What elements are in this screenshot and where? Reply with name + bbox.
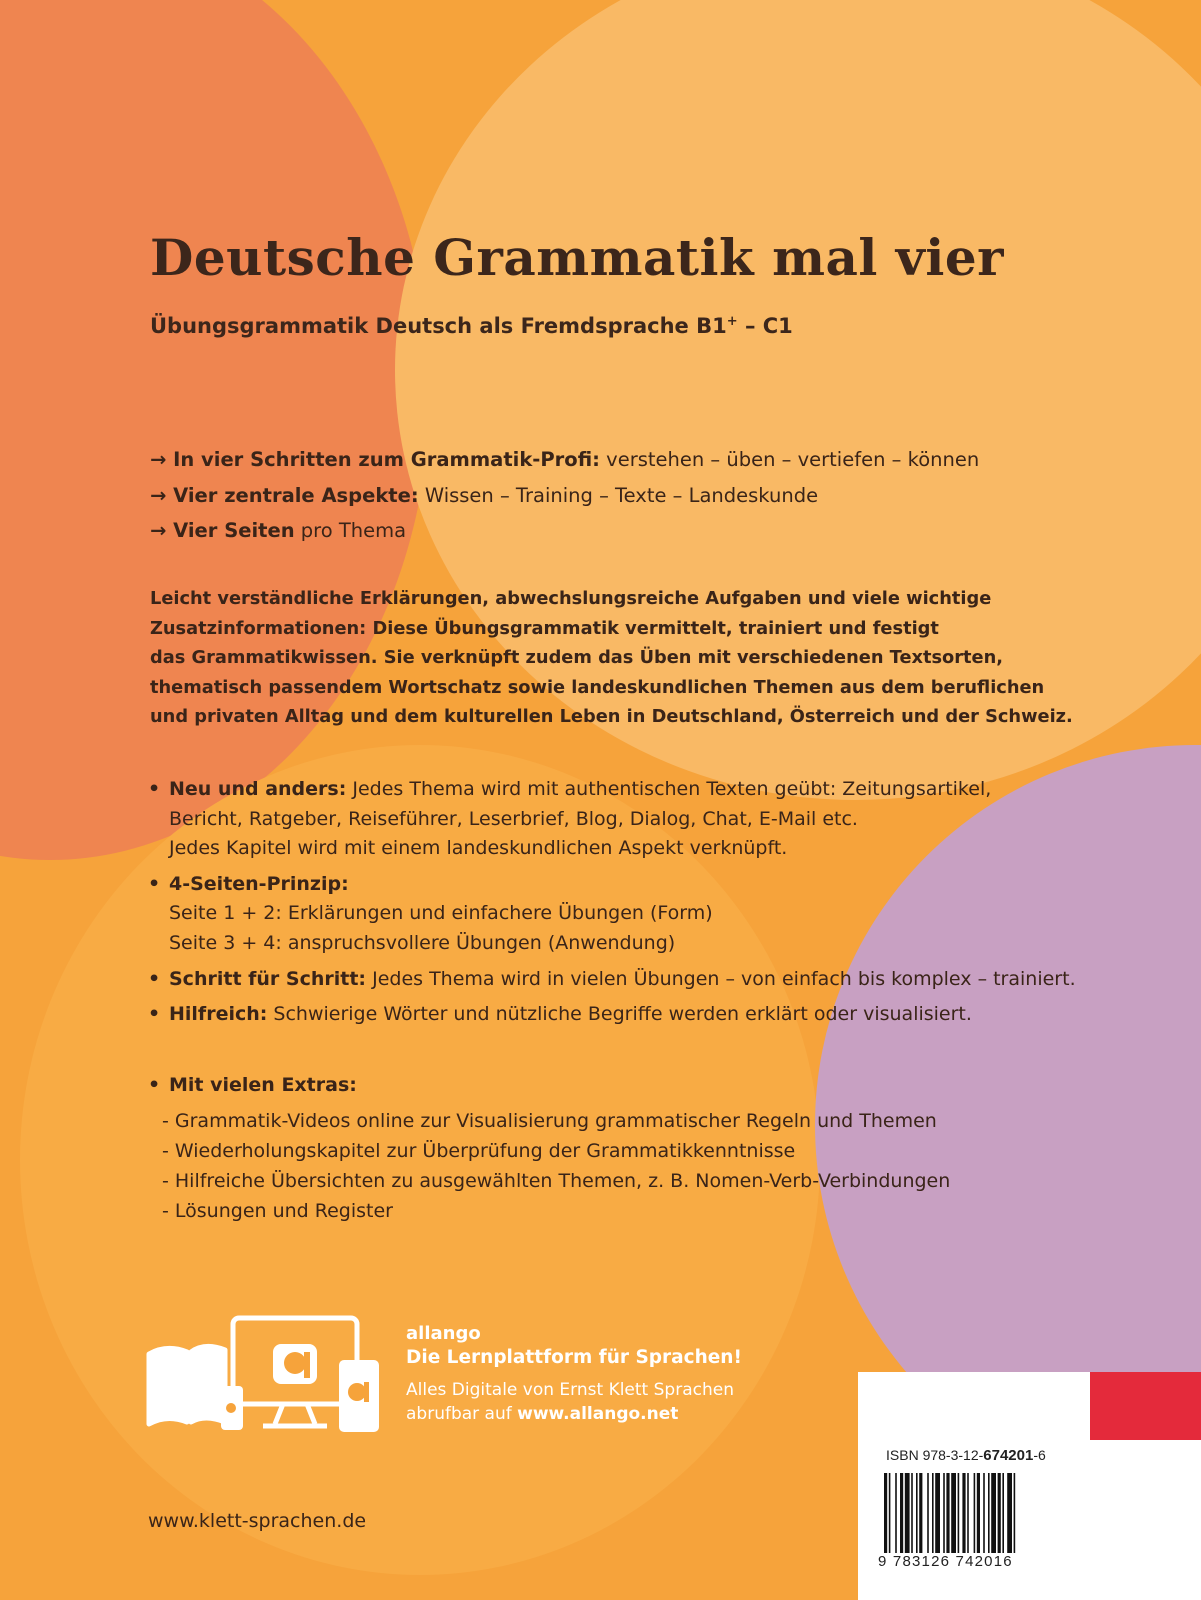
intro-line: thematisch passendem Wortschatz sowie landeskundlichen Themen aus dem beruflichen bbox=[150, 676, 1045, 698]
intro-line: Leicht verständliche Erklärungen, abwechslungsreiche Aufgaben und viele wichtige bbox=[150, 588, 992, 609]
subtitle-level: – C1 bbox=[737, 314, 793, 338]
feature-text: Seite 3 + 4: anspruchsvollere Übungen (Anwendung) bbox=[169, 931, 676, 954]
feature-text: Seite 1 + 2: Erklärungen und einfachere Übungen (Form) bbox=[169, 902, 713, 925]
feature-heading: Schritt für Schritt: bbox=[169, 967, 367, 990]
allango-description: Alles Digitale von Ernst Klett Sprachen bbox=[406, 1380, 734, 1400]
step-text: pro Thema bbox=[294, 519, 407, 542]
feature-text: Jedes Kapitel wird mit einem landeskundlichen Aspekt verknüpft. bbox=[169, 837, 788, 860]
extras-item: - Grammatik-Videos online zur Visualisierung grammatischer Regeln und Themen bbox=[162, 1110, 937, 1132]
allango-link[interactable]: www.allango.net bbox=[517, 1404, 679, 1424]
subtitle-text: Übungsgrammatik Deutsch als Fremdsprache B1 bbox=[150, 314, 727, 338]
feature-item bbox=[148, 1000, 1076, 1030]
book-subtitle bbox=[150, 314, 793, 338]
extras-list bbox=[148, 1070, 950, 1226]
feature-item bbox=[148, 870, 1076, 959]
barcode-number: 9 783126 742016 bbox=[878, 1553, 1078, 1570]
feature-item bbox=[148, 965, 1076, 995]
features-list bbox=[148, 775, 1076, 1036]
step-heading: → In vier Schritten zum Grammatik-Profi: bbox=[150, 448, 600, 471]
extras-item: - Hilfreiche Übersichten zu ausgewählten Themen, z. B. Nomen-Verb-Verbindungen bbox=[162, 1170, 951, 1192]
bullet-icon: • bbox=[148, 1074, 161, 1096]
extras-item: - Lösungen und Register bbox=[162, 1200, 393, 1222]
publisher-website-link[interactable]: www.klett-sprachen.de bbox=[148, 1510, 367, 1532]
bullet-icon: • bbox=[148, 872, 161, 895]
isbn-suffix: -6 bbox=[1033, 1447, 1046, 1463]
red-color-strip bbox=[1090, 1372, 1201, 1440]
extras-heading-row bbox=[148, 1070, 950, 1100]
feature-item bbox=[148, 775, 1076, 864]
bullet-icon: • bbox=[148, 1003, 161, 1026]
bullet-icon: • bbox=[148, 778, 161, 800]
step-text: Wissen – Training – Texte – Landeskunde bbox=[418, 483, 819, 507]
steps-list bbox=[150, 442, 979, 549]
barcode-icon bbox=[882, 1473, 1072, 1553]
extras-heading: Mit vielen Extras: bbox=[169, 1074, 357, 1096]
step-heading: → Vier Seiten bbox=[150, 519, 295, 542]
intro-line: das Grammatikwissen. Sie verknüpft zudem das Üben mit verschiedenen Textsorten, bbox=[150, 647, 1004, 669]
step-item bbox=[150, 513, 979, 549]
allango-tagline: Die Lernplattform für Sprachen! bbox=[406, 1347, 742, 1368]
step-text: verstehen – üben – vertiefen – können bbox=[599, 448, 980, 471]
allango-promo bbox=[406, 1322, 742, 1426]
feature-heading: Hilfreich: bbox=[169, 1003, 268, 1026]
isbn-label bbox=[886, 1447, 1046, 1464]
feature-heading: Neu und anders: bbox=[169, 778, 347, 800]
bullet-icon: • bbox=[148, 967, 161, 990]
allango-url-prefix: abrufbar auf bbox=[406, 1404, 518, 1424]
feature-heading: 4-Seiten-Prinzip: bbox=[169, 872, 349, 895]
feature-text: Jedes Thema wird in vielen Übungen – von einfach bis komplex – trainiert. bbox=[366, 967, 1076, 990]
feature-text: Bericht, Ratgeber, Reiseführer, Leserbrief, Blog, Dialog, Chat, E-Mail etc. bbox=[169, 807, 858, 830]
book-title: Deutsche Grammatik mal vier bbox=[150, 228, 1004, 287]
intro-line: und privaten Alltag und dem kulturellen Leben in Deutschland, Österreich und der Schweiz. bbox=[150, 706, 1073, 728]
step-item bbox=[150, 478, 979, 514]
intro-paragraph bbox=[150, 584, 1073, 732]
subtitle-superscript: + bbox=[726, 314, 738, 329]
extras-item: - Wiederholungskapitel zur Überprüfung der Grammatikkenntnisse bbox=[162, 1140, 796, 1162]
isbn-prefix: ISBN 978-3-12- bbox=[886, 1447, 984, 1463]
step-item bbox=[150, 442, 979, 478]
step-heading: → Vier zentrale Aspekte: bbox=[150, 483, 419, 507]
allango-url-line bbox=[406, 1402, 742, 1426]
feature-text: Jedes Thema wird mit authentischen Texten geübt: Zeitungsartikel, bbox=[346, 778, 992, 800]
intro-line: Zusatzinformationen: Diese Übungsgrammatik vermittelt, trainiert und festigt bbox=[150, 617, 939, 639]
book-screen-tablet-phone-icon bbox=[143, 1312, 383, 1438]
isbn-bold: 674201 bbox=[983, 1447, 1034, 1464]
allango-brand: allango bbox=[406, 1323, 481, 1344]
feature-text: Schwierige Wörter und nützliche Begriffe werden erklärt oder visualisiert. bbox=[267, 1003, 972, 1026]
